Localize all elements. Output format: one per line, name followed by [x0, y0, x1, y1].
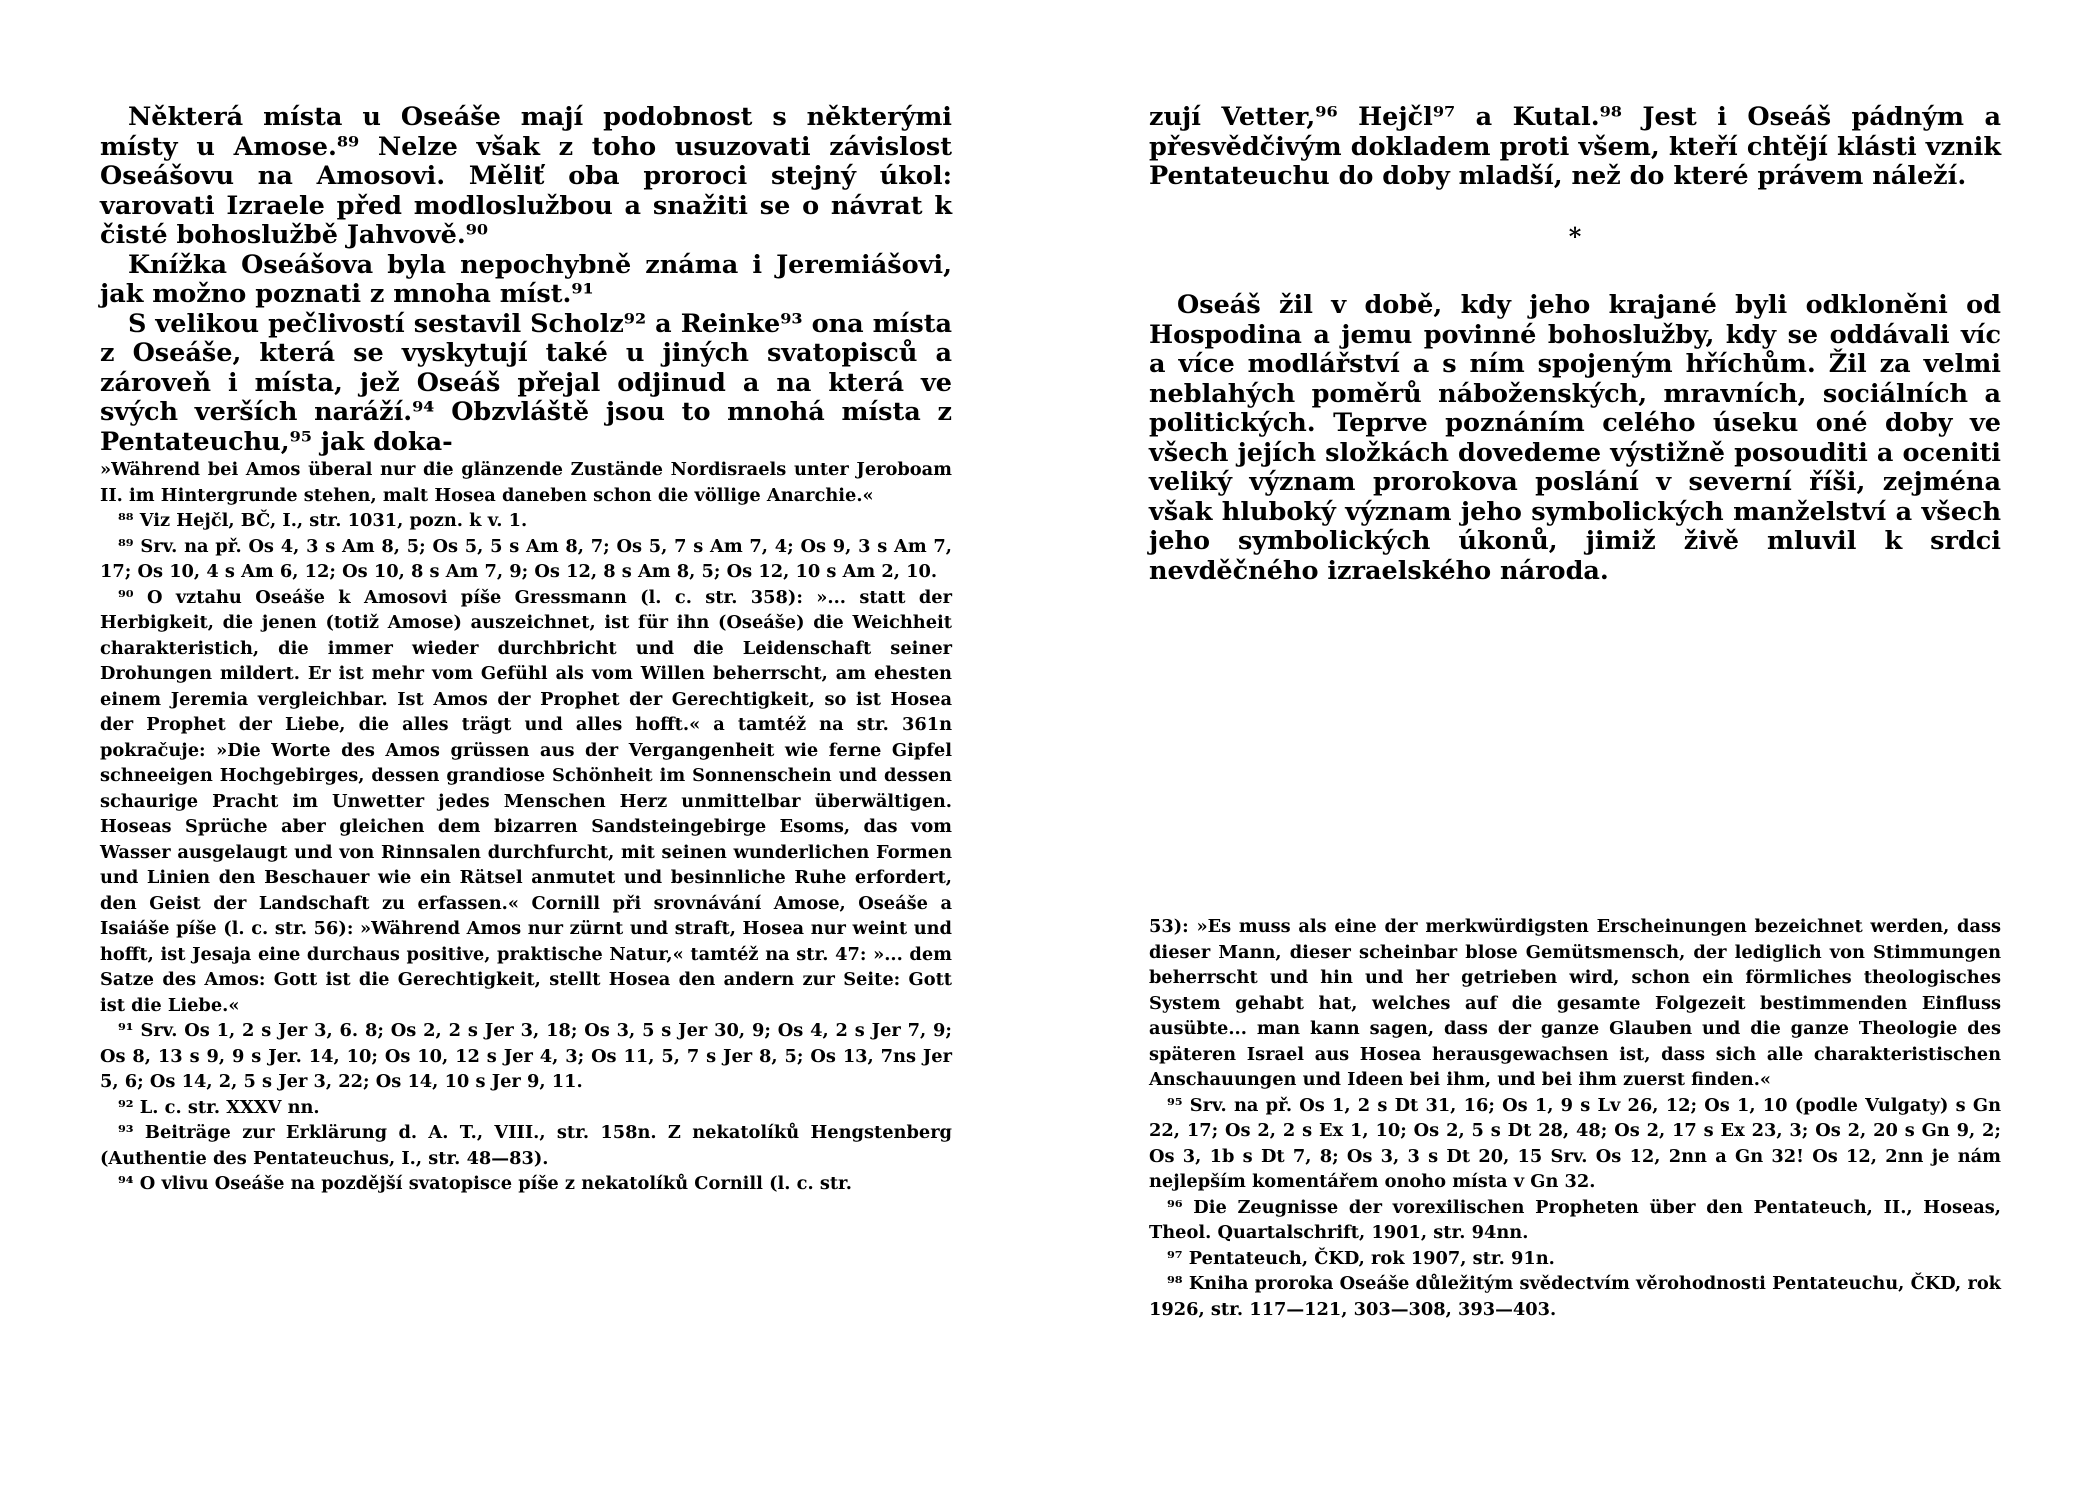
footnote-96: ⁹⁶ Die Zeugnisse der vorexilischen Propheten über den Pentateuch, II., Hoseas, Theol. Quartalschrift, 1901, str. 94nn. — [1149, 1196, 2001, 1243]
left-main-text — [100, 103, 952, 457]
footnote-94: ⁹⁴ O vlivu Oseáše na pozdější svatopisce píše z nekatolíků Cornill (l. c. str. — [118, 1173, 852, 1194]
footnote-97: ⁹⁷ Pentateuch, ČKD, rok 1907, str. 91n. — [1167, 1247, 1555, 1269]
footnote-88: ⁸⁸ Viz Hejčl, BČ, I., str. 1031, pozn. k v. 1. — [118, 510, 528, 531]
section-separator: * — [1568, 221, 1582, 251]
right-paragraph-continuation: zují Vetter,⁹⁶ Hejčl⁹⁷ a Kutal.⁹⁸ Jest i Oseáš pádným a přesvědčivým dokladem proti všem, kteří chtějí klásti vznik Pentateuchu do doby mladší, než do které právem náleží. — [1149, 102, 2001, 191]
right-footnotes — [1149, 914, 2001, 1322]
right-paragraph: Oseáš žil v době, kdy jeho krajané byli odkloněni od Hospodina a jemu povinné bohoslužby, kdy se oddávali víc a více modlářství a s ním spojeným hříchům. Žil za velmi neblahých poměrů náboženských, mravních, sociálních a politických. Teprve poznáním celého úseku oné doby ve všech jejích složkách dovedeme výstižně posouditi a oceniti veliký význam prorokova poslání v severní říši, zejména však hluboký význam jeho symbolických manželství a všech jeho symbolických úkonů, jimiž živě mluvil k srdci nevděčného izraelského národa. — [1149, 290, 2001, 586]
left-paragraph-2: Knížka Oseášova byla nepochybně známa i Jeremiášovi, jak možno poznati z mnoha míst.⁹¹ — [100, 249, 952, 309]
right-footnote-continuation: 53): »Es muss als eine der merkwürdigsten Erscheinungen bezeichnet werden, dass dieser Mann, dieser scheinbar blose Gemütsmensch, der lediglich von Stimmungen beherrscht und hin und her getrieben wird, schon ein förmliches theologisches System gehabt hat, welches auf die gesamte Folgezeit bestimmenden Einfluss ausübte... man kann sagen, dass der ganze Glauben und die ganze Theologie des späteren Israel aus Hosea herausgewachsen ist, dass sich alle charakteristischen Anschauungen und Ideen bei ihm, und bei ihm zuerst finden.« — [1149, 916, 2001, 1090]
right-main-text — [1149, 103, 2001, 586]
footnote-93: ⁹³ Beiträge zur Erklärung d. A. T., VIII., str. 158n. Z nekatolíků Hengstenberg (Authentie des Pentateuchus, I., str. 48—83). — [100, 1122, 952, 1169]
left-footnote-continuation: »Während bei Amos überal nur die glänzende Zustände Nordisraels unter Jeroboam II. im Hintergrunde stehen, malt Hosea daneben schon die völlige Anarchie.« — [100, 459, 952, 506]
footnote-91: ⁹¹ Srv. Os 1, 2 s Jer 3, 6. 8; Os 2, 2 s Jer 3, 18; Os 3, 5 s Jer 30, 9; Os 4, 2 s Jer 7, 9; Os 8, 13 s 9, 9 s Jer. 14, 10; Os 10, 12 s Jer 4, 3; Os 11, 5, 7 s Jer 8, 5; Os 13, 7ns Jer 5, 6; Os 14, 2, 5 s Jer 3, 22; Os 14, 10 s Jer 9, 11. — [100, 1020, 952, 1092]
left-footnotes — [100, 457, 952, 1197]
footnote-90: ⁹⁰ O vztahu Oseáše k Amosovi píše Gressmann (l. c. str. 358): »... statt der Herbigkeit, die jenen (totiž Amose) auszeichnet, ist für ihn (Oseáše) die Weichheit charakteristich, die immer wieder durchbricht und die Leidenschaft seiner Drohungen mildert. Er ist mehr vom Gefühl als vom Willen beherrscht, am ehesten einem Jeremia vergleichbar. Ist Amos der Prophet der Gerechtigkeit, so ist Hosea der Prophet der Liebe, die alles trägt und alles hofft.« a tamtéž na str. 361n pokračuje: »Die Worte des Amos grüssen aus der Vergangenheit wie ferne Gipfel schneeigen Hochgebirges, dessen grandiose Schönheit im Sonnenschein und dessen schaurige Pracht im Unwetter jedes Menschen Herz unmittelbar überwältigen. Hoseas Sprüche aber gleichen dem bizarren Sandsteingebirge Esoms, das vom Wasser ausgelaugt und von Rinnsalen durchfurcht, mit seinen wunderlichen Formen und Linien den Beschauer wie ein Rätsel anmutet und besinnliche Ruhe erfordert, den Geist der Landschaft zu erfassen.« Cornill při srovnávání Amose, Oseáše a Isaiáše píše (l. c. str. 56): »Während Amos nur zürnt und straft, Hosea nur weint und hofft, ist Jesaja eine durchaus positive, praktische Natur,« tamtéž na str. 47: »... dem Satze des Amos: Gott ist die Gerechtigkeit, stellt Hosea den andern zur Seite: Gott ist die Liebe.« — [100, 586, 952, 1016]
footnote-89: ⁸⁹ Srv. na př. Os 4, 3 s Am 8, 5; Os 5, 5 s Am 8, 7; Os 5, 7 s Am 7, 4; Os 9, 3 s Am 7, 17; Os 10, 4 s Am 6, 12; Os 10, 8 s Am 7, 9; Os 12, 8 s Am 8, 5; Os 12, 10 s Am 2, 10. — [100, 535, 952, 582]
left-paragraph-1: Některá místa u Oseáše mají podobnost s některými místy u Amose.⁸⁹ Nelze však z toho usuzovati závislost Oseášovu na Amosovi. Měliť oba proroci stejný úkol: varovati Izraele před modloslužbou a snažiti se o návrat k čisté bohoslužbě Jahvově.⁹⁰ — [100, 102, 952, 250]
footnote-95: ⁹⁵ Srv. na př. Os 1, 2 s Dt 31, 16; Os 1, 9 s Lv 26, 12; Os 1, 10 (podle Vulgaty) s Gn 22, 17; Os 2, 2 s Ex 1, 10; Os 2, 5 s Dt 28, 48; Os 2, 17 s Ex 23, 3; Os 2, 20 s Gn 9, 2; Os 3, 1b s Dt 7, 8; Os 3, 3 s Dt 20, 15 Srv. Os 12, 2nn a Gn 32! Os 12, 2nn je nám nejlepším komentářem onoho místa v Gn 32. — [1149, 1094, 2001, 1192]
left-paragraph-3: S velikou pečlivostí sestavil Scholz⁹² a Reinke⁹³ ona místa z Oseáše, která se vyskytují také u jiných svatopisců a zároveň i místa, jež Oseáš přejal odjinud a na která ve svých verších naráží.⁹⁴ Obzvláště jsou to mnohá místa z Pentateuchu,⁹⁵ jak doka- — [100, 308, 952, 457]
footnote-92: ⁹² L. c. str. XXXV nn. — [118, 1096, 320, 1118]
right-page — [1041, 0, 2082, 1500]
footnote-98: ⁹⁸ Kniha proroka Oseáše důležitým svědectvím věrohodnosti Pentateuchu, ČKD, rok 1926, str. 117—121, 303—308, 393—403. — [1149, 1273, 2001, 1320]
